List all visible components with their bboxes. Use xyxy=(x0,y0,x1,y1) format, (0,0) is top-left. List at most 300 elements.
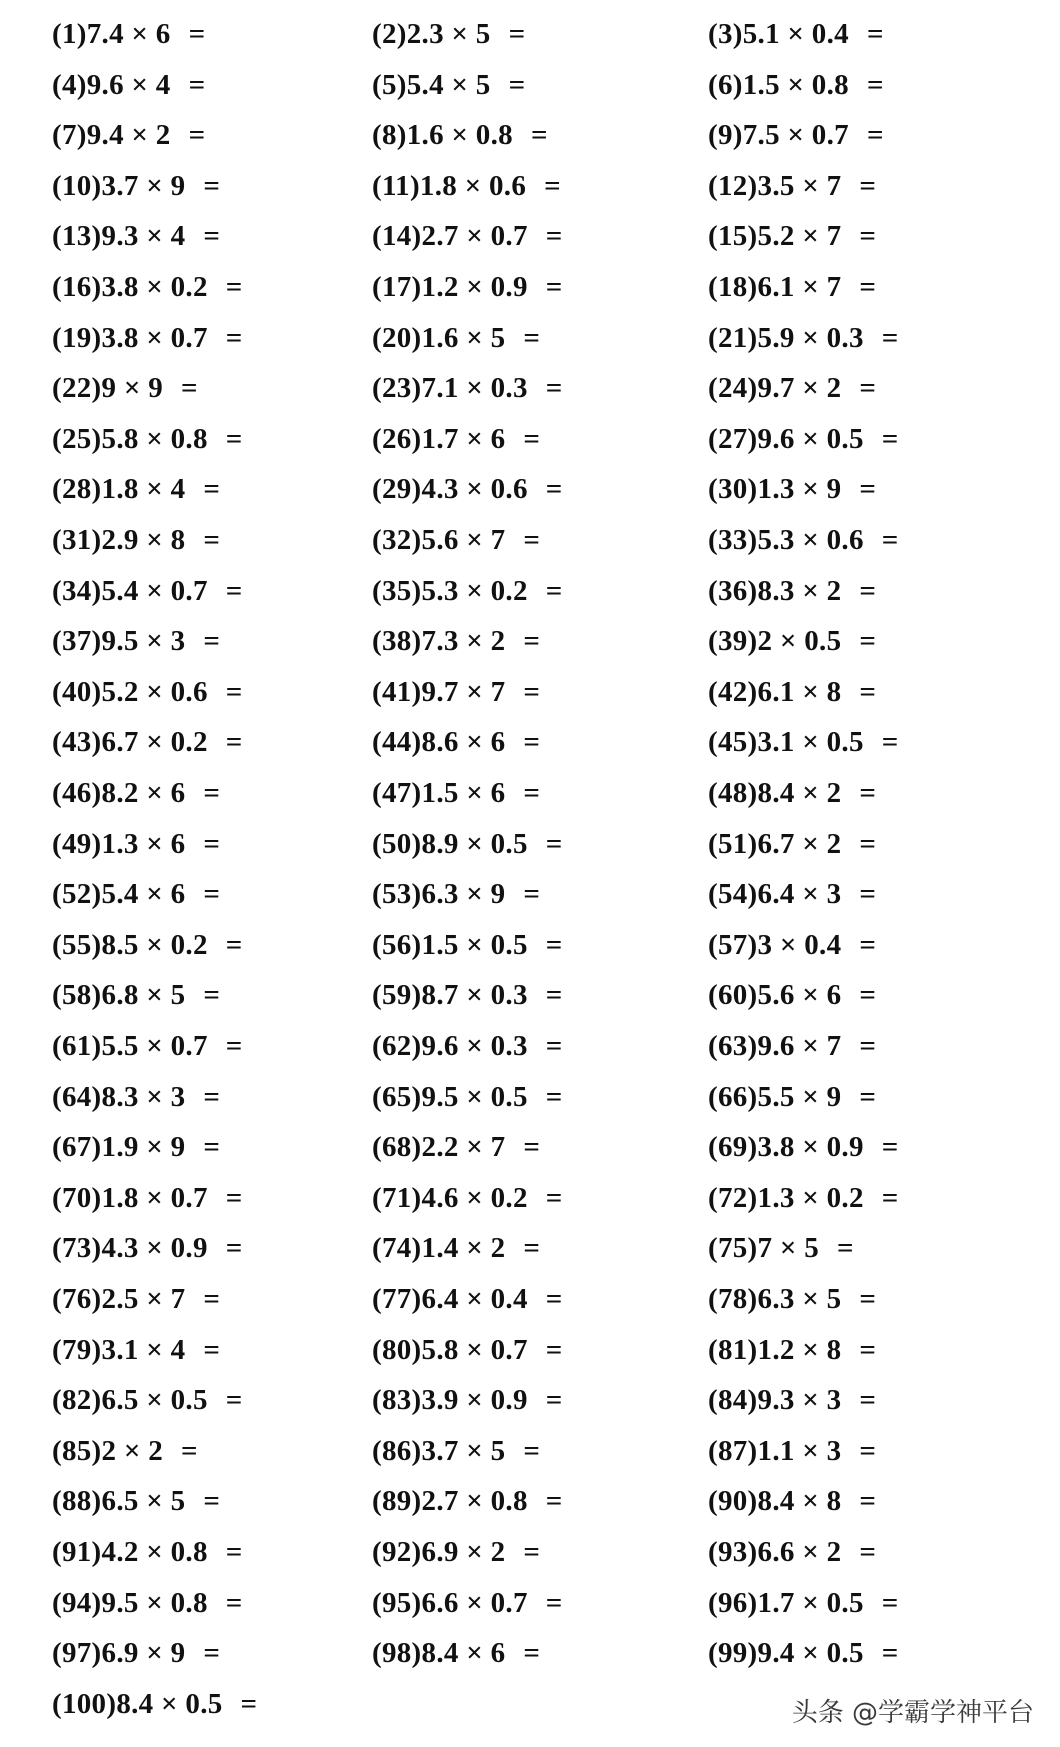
equals-sign: = xyxy=(881,524,899,556)
problem-item xyxy=(52,1181,243,1215)
problem-item xyxy=(372,371,563,405)
problem-expression: (30)1.3 × 9 xyxy=(708,473,842,506)
problem-item xyxy=(52,371,198,405)
problem-expression: (63)9.6 × 7 xyxy=(708,1030,842,1062)
problem-item xyxy=(372,1029,563,1063)
problem-expression: (50)8.9 × 0.5 xyxy=(372,827,528,860)
problem-expression: (59)8.7 × 0.3 xyxy=(372,979,528,1012)
problem-expression: (83)3.9 × 0.9 xyxy=(372,1384,528,1417)
problem-item xyxy=(372,928,563,962)
problem-item xyxy=(708,1333,876,1367)
problem-expression: (58)6.8 × 5 xyxy=(52,979,186,1012)
problem-expression: (94)9.5 × 0.8 xyxy=(52,1586,208,1619)
equals-sign: = xyxy=(859,1030,877,1062)
problem-item xyxy=(52,1080,220,1114)
equals-sign: = xyxy=(523,1637,541,1670)
equals-sign: = xyxy=(859,827,877,860)
problem-expression: (37)9.5 × 3 xyxy=(52,625,186,658)
equals-sign: = xyxy=(240,1687,258,1720)
problem-item xyxy=(708,219,876,253)
problem-item xyxy=(708,675,876,709)
problem-expression: (97)6.9 × 9 xyxy=(52,1637,186,1670)
equals-sign: = xyxy=(545,1030,563,1062)
problem-item xyxy=(52,1333,220,1367)
problem-item xyxy=(372,978,563,1012)
equals-sign: = xyxy=(188,119,206,152)
problem-expression: (35)5.3 × 0.2 xyxy=(372,574,528,607)
equals-sign: = xyxy=(225,675,243,708)
equals-sign: = xyxy=(181,1434,198,1467)
problem-item xyxy=(708,574,876,608)
problem-expression: (20)1.6 × 5 xyxy=(372,321,506,354)
equals-sign: = xyxy=(225,1586,243,1619)
problem-item xyxy=(52,1383,243,1417)
equals-sign: = xyxy=(859,777,877,809)
problem-item xyxy=(52,1484,220,1518)
problem-item xyxy=(708,422,899,456)
equals-sign: = xyxy=(859,1485,877,1518)
equals-sign: = xyxy=(203,1485,221,1518)
equals-sign: = xyxy=(545,574,563,607)
equals-sign: = xyxy=(545,1283,563,1315)
problem-item xyxy=(372,877,540,911)
problem-expression: (61)5.5 × 0.7 xyxy=(52,1030,208,1062)
equals-sign: = xyxy=(523,777,541,809)
problem-expression: (96)1.7 × 0.5 xyxy=(708,1586,864,1619)
problem-item xyxy=(52,1636,220,1670)
equals-sign: = xyxy=(859,1384,877,1417)
equals-sign: = xyxy=(181,372,198,405)
problem-expression: (52)5.4 × 6 xyxy=(52,878,186,911)
equals-sign: = xyxy=(859,372,877,405)
problem-expression: (23)7.1 × 0.3 xyxy=(372,372,528,405)
problem-item xyxy=(52,169,220,203)
problem-expression: (74)1.4 × 2 xyxy=(372,1232,506,1265)
problem-item xyxy=(372,1586,563,1620)
problem-item xyxy=(372,1535,540,1569)
problem-item xyxy=(372,725,540,759)
problem-expression: (81)1.2 × 8 xyxy=(708,1333,842,1366)
problem-expression: (22)9 × 9 xyxy=(52,372,164,405)
equals-sign: = xyxy=(523,726,541,759)
problem-item xyxy=(372,827,563,861)
equals-sign: = xyxy=(545,827,563,860)
problem-item xyxy=(52,118,205,152)
problem-expression: (27)9.6 × 0.5 xyxy=(708,422,864,455)
problem-item xyxy=(372,169,561,203)
equals-sign: = xyxy=(859,574,877,607)
equals-sign: = xyxy=(523,675,541,708)
equals-sign: = xyxy=(225,321,243,354)
equals-sign: = xyxy=(523,625,541,658)
equals-sign: = xyxy=(225,271,243,303)
problem-expression: (40)5.2 × 0.6 xyxy=(52,675,208,708)
problem-expression: (49)1.3 × 6 xyxy=(52,827,186,860)
problem-expression: (91)4.2 × 0.8 xyxy=(52,1536,208,1568)
problem-item xyxy=(372,1484,563,1518)
equals-sign: = xyxy=(859,979,877,1012)
problem-expression: (38)7.3 × 2 xyxy=(372,625,506,658)
problem-item xyxy=(372,118,548,152)
problem-item xyxy=(52,321,243,355)
problem-item xyxy=(52,624,220,658)
equals-sign: = xyxy=(523,1434,541,1467)
problem-expression: (1)7.4 × 6 xyxy=(52,18,171,50)
problem-item xyxy=(52,776,220,810)
equals-sign: = xyxy=(225,1030,243,1062)
problem-expression: (21)5.9 × 0.3 xyxy=(708,321,864,354)
problem-item xyxy=(372,422,540,456)
problem-item xyxy=(708,776,876,810)
problem-expression: (93)6.6 × 2 xyxy=(708,1536,842,1568)
problem-item xyxy=(52,675,243,709)
problem-item xyxy=(52,574,243,608)
problem-expression: (2)2.3 × 5 xyxy=(372,18,491,50)
equals-sign: = xyxy=(545,1333,563,1366)
equals-sign: = xyxy=(866,119,884,152)
problem-expression: (100)8.4 × 0.5 xyxy=(52,1687,223,1720)
problem-item xyxy=(708,1080,876,1114)
problem-expression: (99)9.4 × 0.5 xyxy=(708,1637,864,1670)
problem-expression: (11)1.8 × 0.6 xyxy=(372,169,527,202)
problem-item xyxy=(708,1535,876,1569)
problem-item xyxy=(708,1586,899,1620)
problem-item xyxy=(372,1080,563,1114)
problem-expression: (16)3.8 × 0.2 xyxy=(52,271,208,303)
equals-sign: = xyxy=(523,1232,541,1265)
equals-sign: = xyxy=(523,1536,541,1568)
problem-expression: (86)3.7 × 5 xyxy=(372,1434,506,1467)
problem-expression: (48)8.4 × 2 xyxy=(708,777,842,809)
problem-expression: (17)1.2 × 0.9 xyxy=(372,271,528,303)
problem-expression: (68)2.2 × 7 xyxy=(372,1131,506,1164)
problem-item xyxy=(372,1282,563,1316)
problem-expression: (92)6.9 × 2 xyxy=(372,1536,506,1568)
problem-item xyxy=(372,1636,540,1670)
problem-item xyxy=(52,877,220,911)
problem-item xyxy=(372,1333,563,1367)
equals-sign: = xyxy=(225,726,243,759)
problem-item xyxy=(372,1231,540,1265)
problem-item xyxy=(708,1383,876,1417)
problem-item xyxy=(708,1636,899,1670)
problem-expression: (9)7.5 × 0.7 xyxy=(708,119,849,152)
equals-sign: = xyxy=(859,878,877,911)
problem-expression: (5)5.4 × 5 xyxy=(372,68,491,101)
equals-sign: = xyxy=(544,169,561,202)
problem-expression: (88)6.5 × 5 xyxy=(52,1485,186,1518)
problem-item xyxy=(52,219,220,253)
problem-expression: (56)1.5 × 0.5 xyxy=(372,928,528,961)
equals-sign: = xyxy=(545,1384,563,1417)
problem-expression: (64)8.3 × 3 xyxy=(52,1080,186,1113)
equals-sign: = xyxy=(545,1485,563,1518)
problem-item xyxy=(52,1434,198,1468)
problem-expression: (73)4.3 × 0.9 xyxy=(52,1232,208,1265)
problem-item xyxy=(708,68,884,102)
equals-sign: = xyxy=(545,372,563,405)
problem-item xyxy=(708,725,899,759)
problem-expression: (55)8.5 × 0.2 xyxy=(52,928,208,961)
equals-sign: = xyxy=(203,827,221,860)
problem-expression: (71)4.6 × 0.2 xyxy=(372,1181,528,1214)
problem-item xyxy=(372,675,540,709)
equals-sign: = xyxy=(545,979,563,1012)
equals-sign: = xyxy=(866,18,884,50)
problem-expression: (18)6.1 × 7 xyxy=(708,271,842,303)
problem-expression: (95)6.6 × 0.7 xyxy=(372,1586,528,1619)
equals-sign: = xyxy=(225,1181,243,1214)
problem-item xyxy=(52,1130,220,1164)
problem-item xyxy=(708,1231,854,1265)
equals-sign: = xyxy=(859,1333,877,1366)
equals-sign: = xyxy=(508,18,526,50)
equals-sign: = xyxy=(203,1333,221,1366)
equals-sign: = xyxy=(225,422,243,455)
problem-expression: (87)1.1 × 3 xyxy=(708,1434,842,1467)
problem-item xyxy=(708,1181,899,1215)
problem-item xyxy=(372,270,563,304)
equals-sign: = xyxy=(545,1080,563,1113)
equals-sign: = xyxy=(859,473,877,506)
problem-expression: (84)9.3 × 3 xyxy=(708,1384,842,1417)
problem-expression: (7)9.4 × 2 xyxy=(52,119,171,152)
equals-sign: = xyxy=(203,1283,221,1315)
problem-item xyxy=(372,17,525,51)
equals-sign: = xyxy=(523,878,541,911)
problem-expression: (43)6.7 × 0.2 xyxy=(52,726,208,759)
equals-sign: = xyxy=(225,574,243,607)
problem-item xyxy=(708,472,876,506)
problem-expression: (53)6.3 × 9 xyxy=(372,878,506,911)
equals-sign: = xyxy=(881,1586,899,1619)
equals-sign: = xyxy=(859,1283,877,1315)
problem-expression: (54)6.4 × 3 xyxy=(708,878,842,911)
equals-sign: = xyxy=(859,1434,877,1467)
problem-expression: (69)3.8 × 0.9 xyxy=(708,1131,864,1164)
problem-item xyxy=(708,1029,876,1063)
equals-sign: = xyxy=(203,220,221,253)
problem-item xyxy=(708,270,876,304)
problem-expression: (85)2 × 2 xyxy=(52,1434,164,1467)
equals-sign: = xyxy=(203,878,221,911)
problem-expression: (78)6.3 × 5 xyxy=(708,1283,842,1315)
problem-expression: (51)6.7 × 2 xyxy=(708,827,842,860)
problem-item xyxy=(372,1130,540,1164)
problem-expression: (6)1.5 × 0.8 xyxy=(708,68,849,101)
problem-item xyxy=(372,68,525,102)
equals-sign: = xyxy=(203,777,221,809)
problem-item xyxy=(52,472,220,506)
problem-expression: (13)9.3 × 4 xyxy=(52,220,186,253)
equals-sign: = xyxy=(203,524,221,556)
problem-item xyxy=(708,827,876,861)
problem-expression: (46)8.2 × 6 xyxy=(52,777,186,809)
problem-expression: (77)6.4 × 0.4 xyxy=(372,1283,528,1315)
equals-sign: = xyxy=(203,979,221,1012)
problem-expression: (82)6.5 × 0.5 xyxy=(52,1384,208,1417)
equals-sign: = xyxy=(881,1637,899,1670)
equals-sign: = xyxy=(203,473,221,506)
problem-expression: (90)8.4 × 8 xyxy=(708,1485,842,1518)
problem-expression: (10)3.7 × 9 xyxy=(52,169,186,202)
problem-item xyxy=(708,624,876,658)
problem-item xyxy=(52,270,243,304)
equals-sign: = xyxy=(545,220,563,253)
problem-item xyxy=(708,877,876,911)
problem-item xyxy=(372,1434,540,1468)
equals-sign: = xyxy=(523,422,541,455)
equals-sign: = xyxy=(203,1080,221,1113)
problem-expression: (8)1.6 × 0.8 xyxy=(372,119,513,152)
problem-item xyxy=(52,422,243,456)
problem-expression: (31)2.9 × 8 xyxy=(52,524,186,556)
problem-item xyxy=(52,978,220,1012)
problem-expression: (60)5.6 × 6 xyxy=(708,979,842,1012)
equals-sign: = xyxy=(188,18,206,50)
equals-sign: = xyxy=(225,1536,243,1568)
problem-expression: (3)5.1 × 0.4 xyxy=(708,18,849,50)
problem-expression: (65)9.5 × 0.5 xyxy=(372,1080,528,1113)
equals-sign: = xyxy=(203,169,221,202)
problem-item xyxy=(708,169,876,203)
equals-sign: = xyxy=(859,220,877,253)
problem-expression: (67)1.9 × 9 xyxy=(52,1131,186,1164)
problem-item xyxy=(372,624,540,658)
equals-sign: = xyxy=(859,271,877,303)
equals-sign: = xyxy=(523,1131,541,1164)
problem-expression: (32)5.6 × 7 xyxy=(372,524,506,556)
equals-sign: = xyxy=(859,169,877,202)
equals-sign: = xyxy=(881,422,899,455)
problem-item xyxy=(708,523,899,557)
equals-sign: = xyxy=(225,1384,243,1417)
problem-item xyxy=(708,1484,876,1518)
problem-expression: (98)8.4 × 6 xyxy=(372,1637,506,1670)
problem-item xyxy=(52,725,243,759)
problem-item xyxy=(372,1383,563,1417)
equals-sign: = xyxy=(859,1536,877,1568)
problem-expression: (19)3.8 × 0.7 xyxy=(52,321,208,354)
problem-item xyxy=(372,574,563,608)
problem-item xyxy=(52,1535,243,1569)
problem-expression: (34)5.4 × 0.7 xyxy=(52,574,208,607)
problem-item xyxy=(52,928,243,962)
problem-item xyxy=(52,1231,243,1265)
problem-item xyxy=(708,928,876,962)
problem-expression: (80)5.8 × 0.7 xyxy=(372,1333,528,1366)
problem-item xyxy=(708,978,876,1012)
problem-item xyxy=(708,321,899,355)
equals-sign: = xyxy=(859,675,877,708)
watermark: 头条 @学霸学神平台 xyxy=(791,1698,1034,1728)
equals-sign: = xyxy=(188,68,206,101)
problem-expression: (44)8.6 × 6 xyxy=(372,726,506,759)
equals-sign: = xyxy=(523,524,541,556)
problem-expression: (26)1.7 × 6 xyxy=(372,422,506,455)
problem-expression: (28)1.8 × 4 xyxy=(52,473,186,506)
problem-expression: (62)9.6 × 0.3 xyxy=(372,1030,528,1062)
problem-item xyxy=(52,827,220,861)
problem-item xyxy=(372,776,540,810)
problem-item xyxy=(52,1029,243,1063)
equals-sign: = xyxy=(545,473,563,506)
equals-sign: = xyxy=(225,928,243,961)
problem-expression: (15)5.2 × 7 xyxy=(708,220,842,253)
problem-item xyxy=(708,1130,899,1164)
equals-sign: = xyxy=(859,928,877,961)
equals-sign: = xyxy=(881,321,899,354)
problem-item xyxy=(708,1282,876,1316)
problem-expression: (57)3 × 0.4 xyxy=(708,928,842,961)
problem-expression: (45)3.1 × 0.5 xyxy=(708,726,864,759)
problem-expression: (42)6.1 × 8 xyxy=(708,675,842,708)
equals-sign: = xyxy=(859,625,877,658)
equals-sign: = xyxy=(225,1232,243,1265)
problem-expression: (14)2.7 × 0.7 xyxy=(372,220,528,253)
problem-item xyxy=(372,219,563,253)
problem-item xyxy=(708,371,876,405)
equals-sign: = xyxy=(545,1586,563,1619)
equals-sign: = xyxy=(530,119,548,152)
problem-expression: (75)7 × 5 xyxy=(708,1232,820,1265)
problem-expression: (24)9.7 × 2 xyxy=(708,372,842,405)
equals-sign: = xyxy=(837,1232,854,1265)
problem-expression: (33)5.3 × 0.6 xyxy=(708,524,864,556)
problem-item xyxy=(708,1434,876,1468)
problem-item xyxy=(372,321,540,355)
equals-sign: = xyxy=(203,1637,221,1670)
equals-sign: = xyxy=(545,928,563,961)
equals-sign: = xyxy=(508,68,526,101)
equals-sign: = xyxy=(881,726,899,759)
problem-expression: (70)1.8 × 0.7 xyxy=(52,1181,208,1214)
problem-expression: (36)8.3 × 2 xyxy=(708,574,842,607)
problem-expression: (79)3.1 × 4 xyxy=(52,1333,186,1366)
problem-expression: (89)2.7 × 0.8 xyxy=(372,1485,528,1518)
equals-sign: = xyxy=(523,321,541,354)
problem-item xyxy=(52,1586,243,1620)
problem-expression: (72)1.3 × 0.2 xyxy=(708,1181,864,1214)
equals-sign: = xyxy=(203,625,221,658)
problem-expression: (76)2.5 × 7 xyxy=(52,1283,186,1315)
problem-item xyxy=(372,472,563,506)
equals-sign: = xyxy=(859,1080,877,1113)
equals-sign: = xyxy=(545,1181,563,1214)
problem-item xyxy=(52,1687,257,1721)
problem-item xyxy=(708,17,884,51)
problem-expression: (39)2 × 0.5 xyxy=(708,625,842,658)
problem-item xyxy=(52,68,205,102)
problem-item xyxy=(52,523,220,557)
problem-expression: (12)3.5 × 7 xyxy=(708,169,842,202)
equals-sign: = xyxy=(881,1181,899,1214)
problem-expression: (47)1.5 × 6 xyxy=(372,777,506,809)
equals-sign: = xyxy=(881,1131,899,1164)
problem-item xyxy=(372,523,540,557)
problem-item xyxy=(372,1181,563,1215)
problem-item xyxy=(52,17,205,51)
problem-expression: (29)4.3 × 0.6 xyxy=(372,473,528,506)
equals-sign: = xyxy=(545,271,563,303)
equals-sign: = xyxy=(866,68,884,101)
problem-expression: (41)9.7 × 7 xyxy=(372,675,506,708)
problem-expression: (25)5.8 × 0.8 xyxy=(52,422,208,455)
problem-item xyxy=(708,118,884,152)
problem-expression: (66)5.5 × 9 xyxy=(708,1080,842,1113)
problem-item xyxy=(52,1282,220,1316)
problem-expression: (4)9.6 × 4 xyxy=(52,68,171,101)
